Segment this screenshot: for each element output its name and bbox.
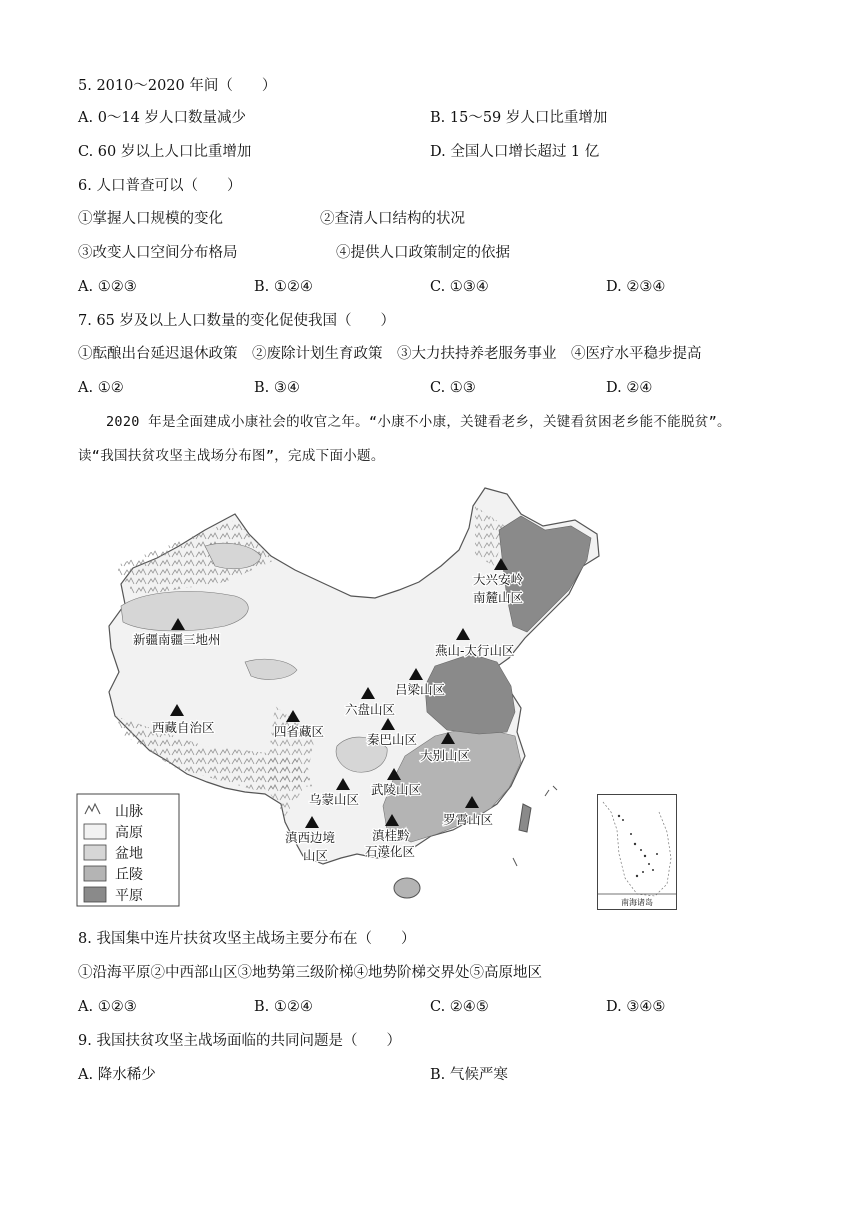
label-liupan: 六盘山区 (345, 702, 396, 717)
q8-items: ①沿海平原②中西部山区③地势第三级阶梯④地势阶梯交界处⑤高原地区 (78, 965, 542, 981)
legend-plateau-swatch (84, 824, 106, 839)
label-diangui-2: 石漠化区 (365, 844, 416, 859)
q8-option-a: A. ①②③ (78, 999, 137, 1015)
label-luoxiao: 罗霄山区 (443, 812, 494, 827)
taiwan-island (519, 804, 531, 832)
legend-basin: 盆地 (115, 846, 143, 862)
label-wuling: 武陵山区 (371, 782, 422, 797)
map-legend (77, 794, 179, 906)
label-daxinganling-2: 南麓山区 (473, 590, 524, 605)
label-dianxi-2: 山区 (303, 848, 329, 863)
legend-hills-swatch (84, 866, 106, 881)
q7-stem: 7. 65 岁及以上人口数量的变化促使我国（ ） (78, 313, 396, 329)
label-daxinganling: 大兴安岭 (473, 572, 524, 587)
q5-option-a: A. 0～14 岁人口数量减少 (78, 110, 246, 126)
q6-option-b: B. ①②④ (254, 279, 313, 295)
q7-option-c: C. ①③ (430, 380, 476, 396)
q6-option-a: A. ①②③ (78, 279, 137, 295)
label-lvliang: 吕梁山区 (395, 682, 446, 697)
label-xizang: 西藏自治区 (152, 720, 215, 735)
q8-option-c: C. ②④⑤ (430, 999, 489, 1015)
q6-item-3: ③改变人口空间分布格局 (78, 245, 238, 261)
legend-plateau: 高原 (115, 825, 143, 841)
q8-stem: 8. 我国集中连片扶贫攻坚主战场主要分布在（ ） (78, 931, 416, 947)
q6-stem: 6. 人口普查可以（ ） (78, 178, 242, 194)
label-qinba: 秦巴山区 (367, 732, 418, 747)
south-china-sea-inset (597, 794, 677, 910)
q6-item-4: ④提供人口政策制定的依据 (336, 245, 510, 261)
legend-basin-swatch (84, 845, 106, 860)
q7-option-a: A. ①② (78, 380, 124, 396)
legend-hills: 丘陵 (115, 867, 143, 883)
label-dabie: 大别山区 (420, 748, 471, 763)
q6-option-d: D. ②③④ (606, 279, 666, 295)
q5-stem: 5. 2010～2020 年间（ ） (78, 78, 277, 94)
legend-plain-swatch (84, 887, 106, 902)
q9-option-b: B. 气候严寒 (430, 1067, 508, 1083)
q5-option-b: B. 15～59 岁人口比重增加 (430, 110, 608, 126)
q6-item-2: ②查清人口结构的状况 (320, 211, 465, 227)
q9-option-a: A. 降水稀少 (78, 1067, 156, 1083)
label-yanshan: 燕山-太行山区 (435, 643, 515, 658)
inset-label: 南海诸岛 (621, 898, 653, 907)
label-sisheng: 四省藏区 (274, 724, 325, 739)
q9-stem: 9. 我国扶贫攻坚主战场面临的共同问题是（ ） (78, 1033, 401, 1049)
hainan-island (394, 878, 420, 898)
legend-mountain: 山脉 (115, 804, 143, 820)
passage-line-1: 2020 年是全面建成小康社会的收官之年。“小康不小康，关键看老乡，关键看贫困老乡能不能脱贫”。 (106, 414, 731, 430)
poverty-battlefield-map (75, 486, 615, 914)
q6-option-c: C. ①③④ (430, 279, 489, 295)
q7-option-d: D. ②④ (606, 380, 653, 396)
q8-option-d: D. ③④⑤ (606, 999, 666, 1015)
tarim-basin (121, 591, 248, 631)
q8-option-b: B. ①②④ (254, 999, 313, 1015)
q7-option-b: B. ③④ (254, 380, 300, 396)
legend-plain: 平原 (115, 888, 143, 904)
label-xinjiang: 新疆南疆三地州 (133, 632, 221, 647)
q7-items: ①酝酿出台延迟退休政策 ②废除计划生育政策 ③大力扶持养老服务事业 ④医疗水平稳步提高 (78, 346, 702, 362)
label-wumeng: 乌蒙山区 (309, 792, 360, 807)
q5-option-d: D. 全国人口增长超过 1 亿 (430, 144, 600, 160)
label-dianxi: 滇西边境 (285, 830, 336, 845)
passage-line-2: 读“我国扶贫攻坚主战场分布图”，完成下面小题。 (78, 448, 385, 464)
q5-option-c: C. 60 岁以上人口比重增加 (78, 144, 252, 160)
q6-item-1: ①掌握人口规模的变化 (78, 211, 223, 227)
label-diangui: 滇桂黔 (372, 828, 410, 843)
